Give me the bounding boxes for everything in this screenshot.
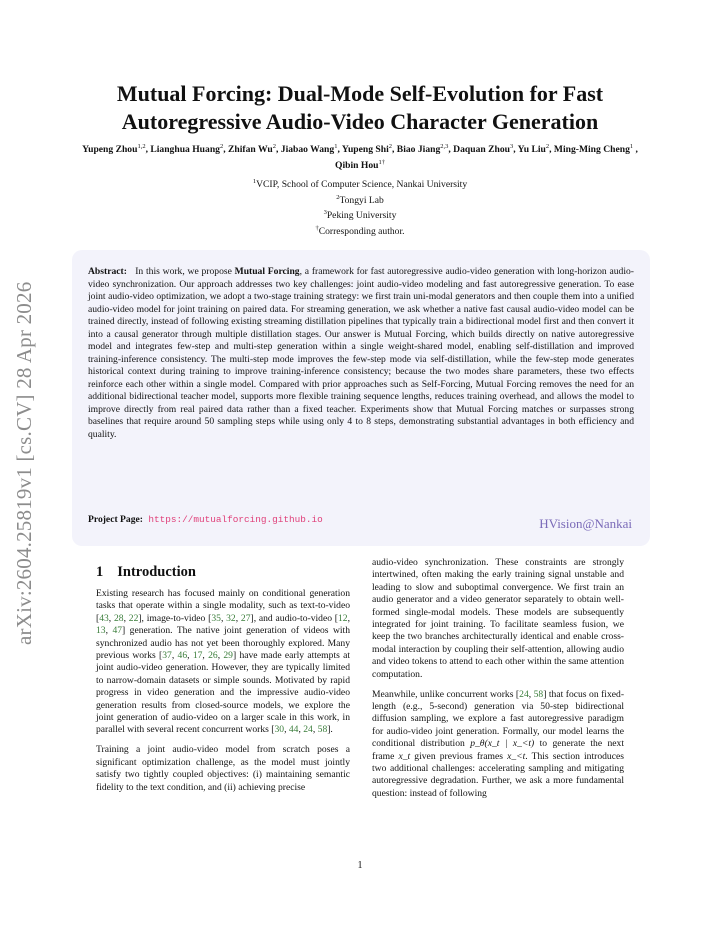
title-line-2: Autoregressive Audio-Video Character Generation — [121, 109, 599, 134]
paragraph: Meanwhile, unlike concurrent works [24, 58] that focus on fixed-length (e.g., 5-second) generation via 50-step bidirectional diffusion sampling, we explore a fast autoregressive paradigm for audio-video joint generation. Formally, our model learns the conditional distribution p_θ(x_t | x_<t) to generate the next frame x_t given previous frames x_<t. This section introduces two additional challenges: accelerating sampling and mitigating autoregressive degradation. Further, we ask a more fundamental question: instead of following — [372, 688, 625, 799]
abstract — [88, 266, 634, 441]
author: Yu Liu$^2$ — [517, 143, 550, 156]
citation-link[interactable]: 24 — [519, 688, 529, 700]
citation-link[interactable]: 24 — [303, 724, 313, 736]
citation-link[interactable]: 26 — [208, 650, 218, 662]
author-list: Yupeng Zhou$^{1,2}$, Lianghua Huang$^2$, Zhifan Wu$^2$, Jiabao Wang$^1$, Yupeng Shi$^2$, Biao Jiang$^{2,3}$, Daquan Zhou$^3$, Yu Liu$^2$, Ming-Ming Cheng$^1$ , Qibin Hou$^{1\dagger}$ — [82, 143, 638, 172]
citation-link[interactable]: 44 — [288, 724, 299, 736]
author: Qibin Hou$^{1\dagger}$ — [335, 159, 385, 172]
project-page-label: Project Page: — [88, 514, 143, 525]
affiliation-mark: 3 — [323, 209, 327, 217]
project-page-link[interactable]: https://mutualforcing.github.io — [148, 514, 323, 525]
author: Lianghua Huang$^2$ — [150, 143, 224, 156]
author-affiliation-mark: 2 — [388, 143, 392, 150]
citation-link[interactable]: 17 — [192, 650, 203, 662]
citation-link[interactable]: 37 — [162, 650, 172, 662]
author: Biao Jiang$^{2,3}$ — [396, 143, 449, 156]
author-affiliation-mark: 3 — [509, 143, 514, 150]
affiliation-mark: 1 — [252, 178, 257, 185]
arxiv-identifier: arXiv:2604.25819v1 [cs.CV] 28 Apr 2026 — [12, 281, 36, 645]
math-expression: x_<t — [507, 750, 526, 762]
author-affiliation-mark: 1 — [334, 143, 338, 150]
affiliation-mark: 2 — [336, 193, 340, 201]
paragraph: audio-video synchronization. These constraints are strongly intertwined, often making the early training signal unstable and leading to slow and suboptimal convergence. We first train an audio generator and a video generator separately to obtain well-formed single-modal models. These models are subsequently integrated for joint training. To facilitate seamless fusion, we keep the two branches architecturally identical and enable cross-modal interaction by coupling their self-attention, allowing audio and video tokens to attend to each other within the same attention computation. — [372, 557, 624, 680]
author-affiliation-mark: 1 — [629, 143, 634, 150]
author: Daquan Zhou$^3$ — [453, 143, 514, 156]
abstract-intro: In this work, we propose — [135, 266, 235, 277]
citation-link[interactable]: 29 — [223, 650, 233, 662]
section-number: 1 — [96, 564, 104, 580]
affiliation: $^3$Peking University — [323, 209, 397, 222]
author: Yupeng Shi$^2$ — [341, 143, 392, 156]
citation-link[interactable]: 58 — [533, 688, 544, 700]
author: Zhifan Wu$^2$ — [228, 143, 276, 156]
author: Jiabao Wang$^1$ — [280, 143, 338, 156]
section-heading — [96, 564, 196, 581]
abstract-method-name: Mutual Forcing — [234, 266, 300, 277]
author-affiliation-mark: 2 — [219, 143, 224, 150]
author: Ming-Ming Cheng$^1$ — [553, 143, 634, 156]
page-number: 1 — [357, 860, 363, 871]
citation-link[interactable]: 58 — [317, 724, 328, 736]
affiliation: $^2$Tongyi Lab — [336, 193, 384, 206]
citation-link[interactable]: 13 — [96, 625, 106, 637]
affiliation: $^1$VCIP, School of Computer Science, Nankai University — [252, 178, 468, 191]
author-affiliation-mark: 2 — [545, 143, 550, 150]
paper-title — [60, 80, 660, 136]
paragraph: Training a joint audio-video model from scratch poses a significant optimization challenge, as the model must jointly satisfy two tightly coupled objectives: (i) maintaining semantic fidelity to the text condition, and (ii) achieving precise — [96, 744, 350, 793]
citation-link[interactable]: 22 — [128, 612, 139, 624]
abstract-label: Abstract: — [88, 266, 127, 277]
project-page — [88, 514, 323, 525]
affiliation: †Corresponding author. — [315, 225, 405, 238]
citation-link[interactable]: 30 — [274, 724, 285, 736]
paragraph: Existing research has focused mainly on conditional generation tasks that operate within a single modality, such as text-to-video [43, 28, 22], image-to-video [35, 32, 27], and audio-to-video [12, 13, 47] generation. The native joint generation of videos with synchronized audio has not yet been thoroughly explored. Many previous works [37, 46, 17, 26, 29] have made early attempts at joint audio-video generation. However, they are typically limited to narrow-domain datasets or simple sounds. Motivated by rapid progress in video generation and the impressive audio-video generation results from closed-source models, we explore the joint generation of audio-video on a larger scale in this work, in parallel with several recent concurrent works [30, 44, 24, 58]. — [96, 588, 351, 736]
author-affiliation-mark: 1† — [378, 159, 385, 167]
math-expression: p_θ(x_t | x_<t) — [470, 738, 535, 750]
author: Yupeng Zhou$^{1,2}$ — [82, 143, 146, 156]
citation-link[interactable]: 32 — [226, 612, 236, 624]
author-affiliation-mark: 1,2 — [137, 143, 146, 150]
left-column — [96, 588, 350, 802]
math-expression: x_t — [398, 750, 411, 762]
section-title: Introduction — [117, 564, 196, 580]
author-affiliation-mark: 2,3 — [440, 143, 449, 150]
affiliation-mark: † — [315, 225, 319, 233]
citation-link[interactable]: 43 — [99, 612, 109, 624]
citation-link[interactable]: 47 — [112, 625, 123, 637]
citation-link[interactable]: 12 — [338, 612, 348, 624]
affiliation-list — [100, 176, 620, 239]
citation-link[interactable]: 35 — [211, 612, 221, 624]
right-column — [372, 557, 624, 808]
citation-link[interactable]: 46 — [177, 650, 188, 662]
abstract-body: , a framework for fast autoregressive audio-video generation with long-horizon audio-video synchronization. Our approach addresses two key challenges: joint audio-video modeling and fast autoregressive generation. To ease joint audio-video optimization, we adopt a two-stage training strategy: we first train uni-modal generators and then couple them into a unified audio-video model for joint training on paired data. For streaming generation, we ask whether a native fast causal audio-video model can be trained directly, instead of following existing streaming distillation pipelines that typically train a bidirectional model first and then convert it into a causal generator through multiple distillation stages. Our answer is Mutual Forcing, which builds directly on native autoregressive model and integrates few-step and multi-step generation within a single weight-shared model, enabling self-distillation and improved training-inference consistency. The multi-step mode improves the few-step mode via self-distillation, while the few-step mode generates historical context during training to improve training-inference consistency; because the two modes share parameters, these two effects reinforce each other within a single model. Compared with prior approaches such as Self-Forcing, Mutual Forcing removes the need for an additional bidirectional teacher model, supports more flexible training sequence lengths, reduces training overhead, and allows the model to improve directly from real paired data rather than a fixed teacher. Experiments show that Mutual Forcing matches or surpasses strong baselines that require around 50 sampling steps while using only 4 to 8 steps, demonstrating substantial advantages in both efficiency and quality. — [88, 266, 634, 440]
lab-brand: HVision@Nankai — [539, 516, 632, 531]
author-affiliation-mark: 2 — [272, 143, 276, 150]
title-line-1: Mutual Forcing: Dual-Mode Self-Evolution for Fast — [116, 81, 604, 106]
citation-link[interactable]: 28 — [113, 612, 124, 624]
citation-link[interactable]: 27 — [240, 612, 251, 624]
